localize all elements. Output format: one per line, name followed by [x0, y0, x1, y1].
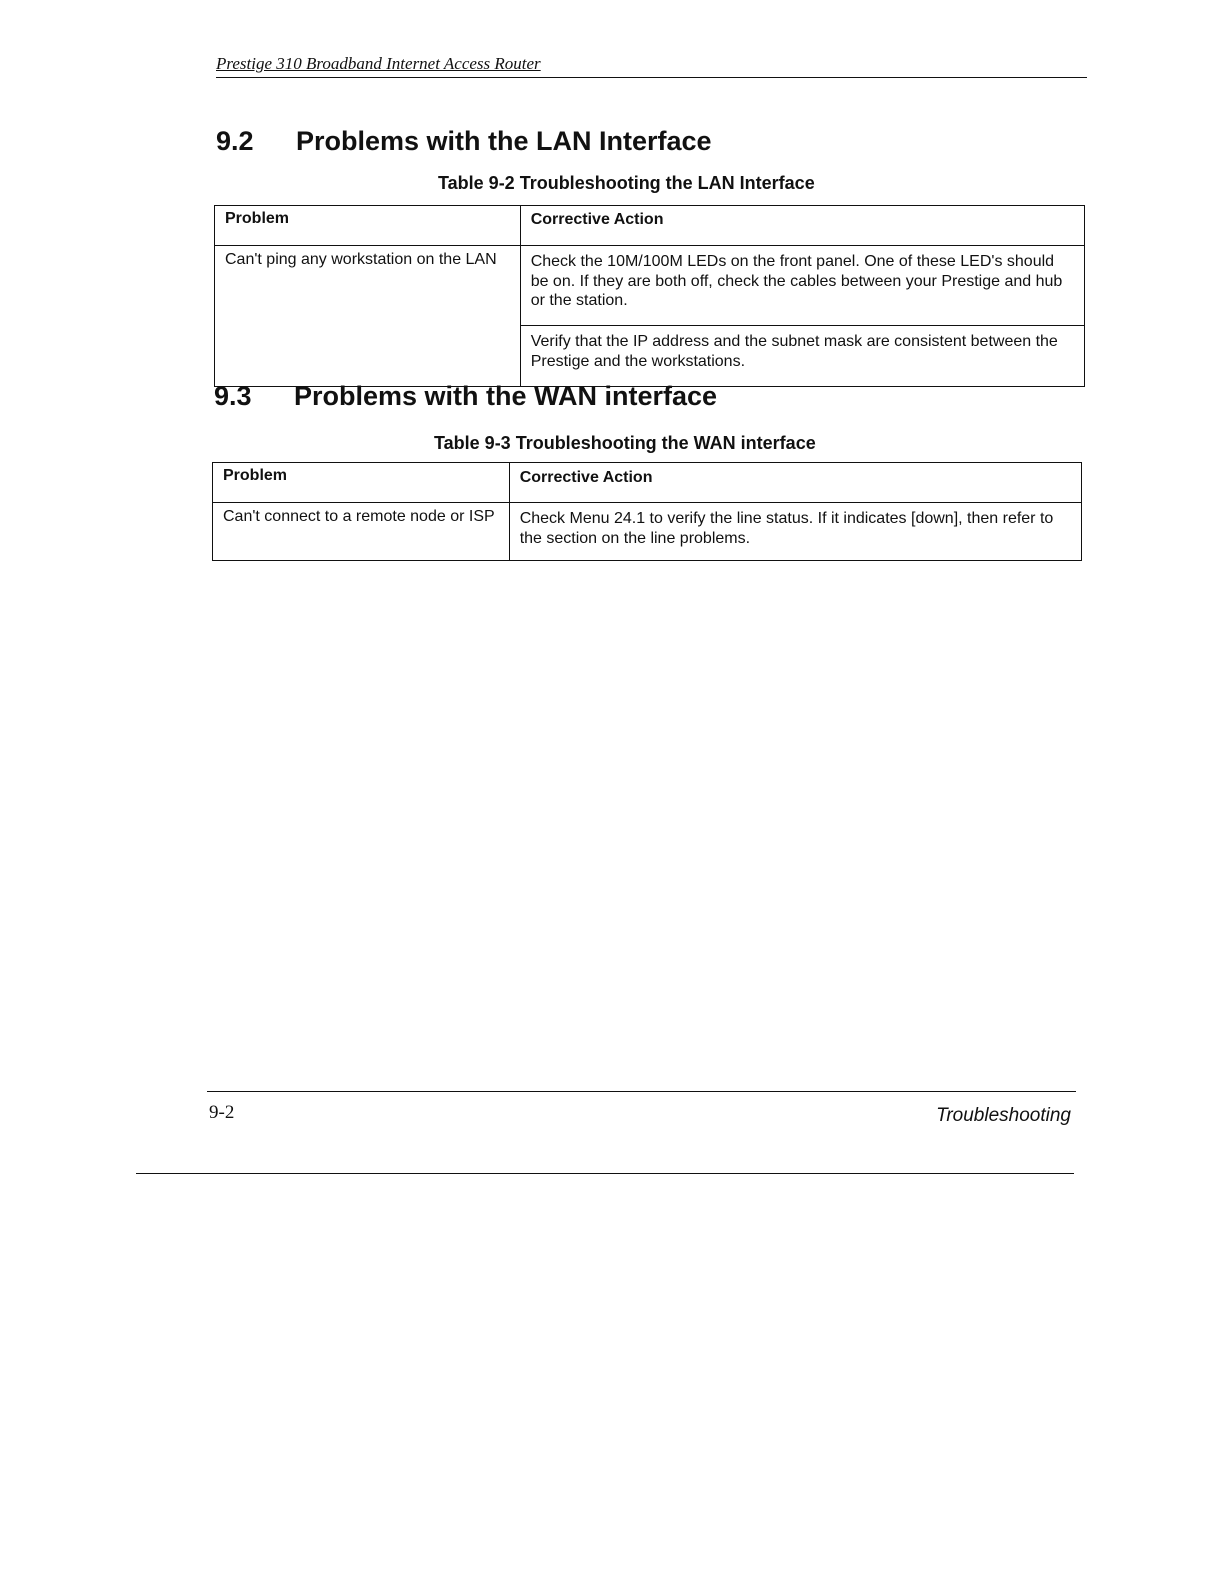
- wan-troubleshooting-table: [212, 462, 1082, 561]
- footer-rule-top: [207, 1091, 1076, 1092]
- lan-troubleshooting-table: [214, 205, 1085, 387]
- section-number: 9.3: [214, 381, 252, 411]
- section-title-9-2: [216, 126, 712, 157]
- table-row: [215, 246, 1085, 326]
- chapter-name: Troubleshooting: [936, 1105, 1071, 1126]
- corrective-action-cell: Verify that the IP address and the subnet mask are consistent between the Prestige and the workstations.: [520, 326, 1084, 387]
- column-header-problem: Problem: [213, 463, 510, 503]
- section-heading-text: Problems with the WAN interface: [294, 381, 718, 411]
- running-header: Prestige 310 Broadband Internet Access Router: [216, 54, 541, 73]
- table-header-row: [213, 463, 1082, 503]
- section-title-9-3: [214, 381, 717, 412]
- section-heading-text: Problems with the LAN Interface: [296, 126, 712, 156]
- table-caption-9-3: Table 9-3 Troubleshooting the WAN interface: [434, 433, 816, 453]
- column-header-corrective-action: Corrective Action: [509, 463, 1081, 503]
- footer-rule-bottom: [136, 1173, 1074, 1174]
- table-caption-9-2: Table 9-2 Troubleshooting the LAN Interface: [438, 173, 815, 193]
- problem-cell: Can't connect to a remote node or ISP: [213, 503, 510, 561]
- page-number: 9-2: [209, 1102, 235, 1123]
- header-rule: [216, 77, 1087, 78]
- corrective-action-cell: Check the 10M/100M LEDs on the front panel. One of these LED's should be on. If they are both off, check the cables between your Prestige and hub or the station.: [520, 246, 1084, 326]
- column-header-corrective-action: Corrective Action: [520, 206, 1084, 246]
- problem-cell: Can't ping any workstation on the LAN: [215, 246, 521, 387]
- section-number: 9.2: [216, 126, 254, 156]
- table-row: [213, 503, 1082, 561]
- corrective-action-cell: Check Menu 24.1 to verify the line status. If it indicates [down], then refer to the section on the line problems.: [509, 503, 1081, 561]
- column-header-problem: Problem: [215, 206, 521, 246]
- table-header-row: [215, 206, 1085, 246]
